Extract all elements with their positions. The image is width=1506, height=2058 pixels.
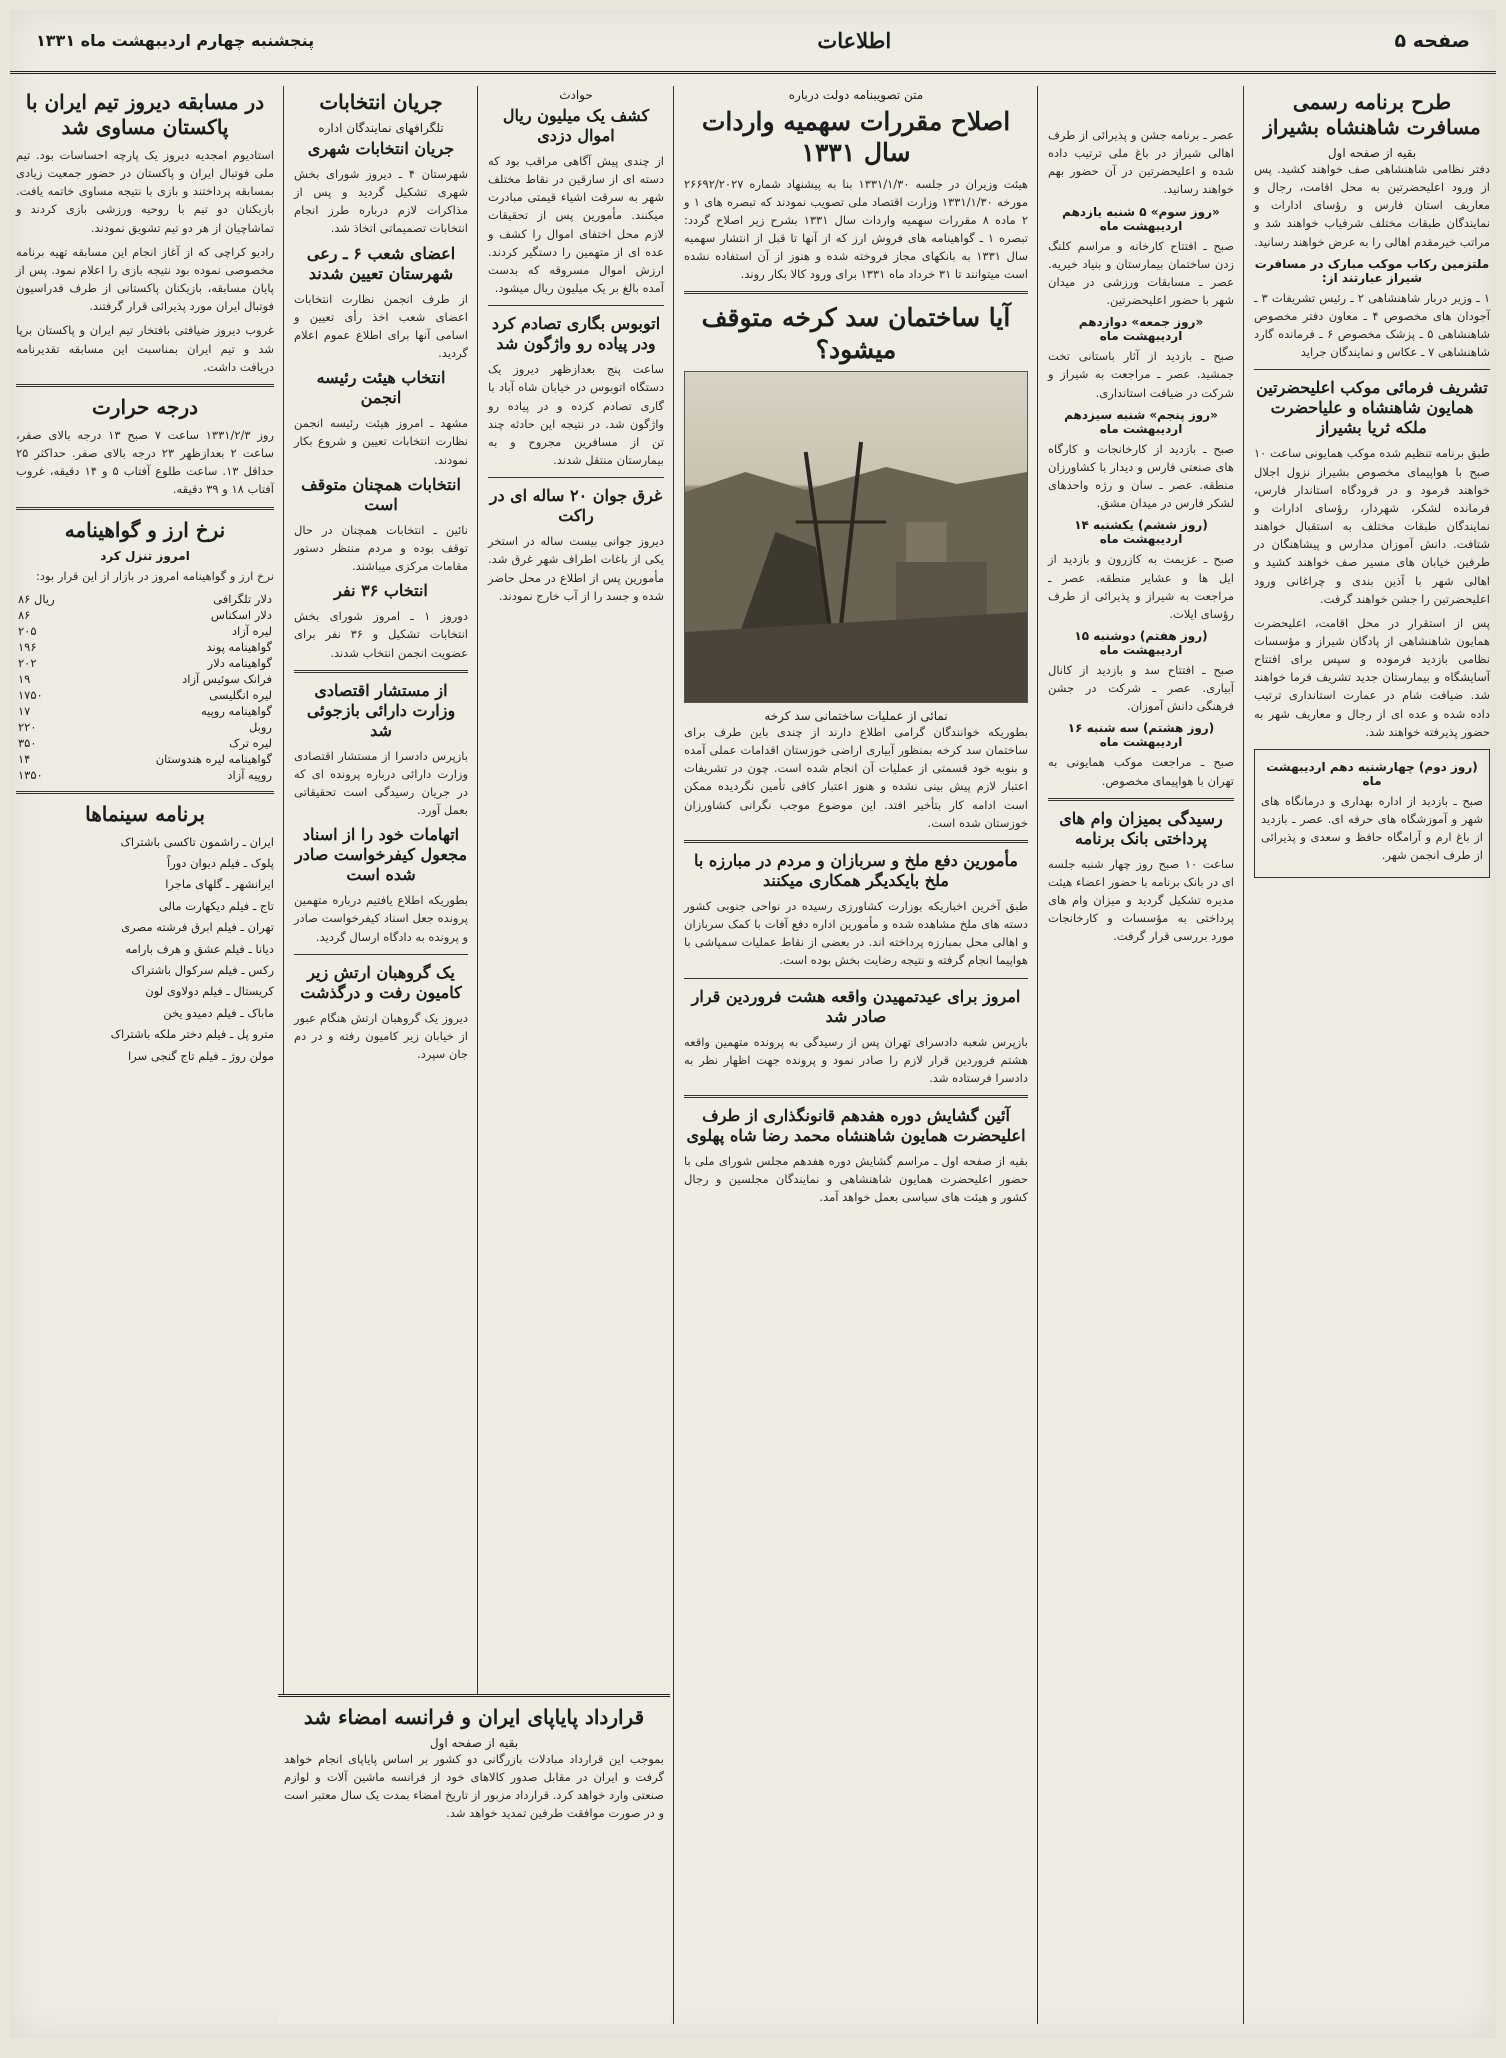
article-text: پس از استقرار در محل اقامت، اعلیحضرت همایون شاهنشاهی از پادگان شیراز و مؤسسات نظامی بازدید فرموده و سپس برای افتتاح آسایشگاه و بیمارستان جدید تشریف فرما خواهند شد. ضیافت شام در عمارت استانداری ترتیب داده شده و عده ای از رجال و معاریف شهر به حضور پذیرفته خواهند شد. [1254, 615, 1490, 739]
day-heading: «روز پنجم» شنبه سیزدهم اردیبهشت ماه [1064, 407, 1218, 436]
article-text: طبق آخرین اخباریکه بوزارت کشاورزی رسیده در نواحی جنوبی کشور دسته های ملخ مشاهده شده و مأمورین اداره دفع آفات با کمک سربازان و اهالی محل بمبارزه پرداخته اند. در بعضی از نقاط عملیات سمپاشی با هواپیما انجام گرفته و نتیجه رضایت بخش بوده است. [684, 898, 1028, 968]
currency-rate: ۳۵۰ [18, 735, 37, 750]
table-row [16, 639, 274, 655]
column-sports [10, 86, 280, 2024]
list-item: کریستال ـ فیلم دولاوی لون [145, 984, 274, 999]
table-row [16, 703, 274, 719]
headline-karkheh-dam: آیا ساختمان سد کرخه متوقف میشود؟ [701, 303, 1011, 364]
currency-rate: ۱۴ [18, 751, 31, 766]
list-item: ایران ـ راشمون تاکسی باشتراک [120, 834, 274, 849]
headline-locust-control: مأمورین دفع ملخ و سربازان و مردم در مبارزه با ملخ بایکدیگر همکاری میکنند [694, 850, 1018, 890]
continued-note: بقیه از صفحه اول [1327, 146, 1417, 160]
headline-elections-stopped: انتخابات همچنان متوقف است [301, 474, 461, 514]
headline-theft: کشف یک میلیون ریال اموال دزدی [502, 106, 650, 145]
currency-rate: ۸۶ [18, 607, 31, 622]
article-text: غروب دیروز ضیافتی بافتخار تیم ایران و پاکستان برپا شد و تیم ایران بمناسبت این مسابقه تقدیرنامه دریافت داشت. [16, 323, 274, 374]
currency-name: لیره ترک [229, 735, 272, 750]
article-text: بازپرس دادسرا از مستشار اقتصادی وزارت دارائی درباره پرونده ای که در جریان رسیدگی است تحقیقاتی بعمل آورد. [294, 748, 468, 818]
currency-name: گواهینامه پوند [206, 639, 272, 654]
currency-rate: ۱۷ [18, 703, 31, 718]
headline-city-elections: جریان انتخابات شهری [307, 139, 455, 158]
photo-caption: نمائی از عملیات ساختمانی سد کرخه [764, 708, 948, 723]
day-heading: (روز دوم) چهارشنبه دهم اردیبهشت ماه [1266, 759, 1478, 788]
column-rule [673, 86, 674, 2024]
list-item: مولن روژ ـ فیلم تاج گنجی سرا [127, 1048, 274, 1063]
article-text: از طرف انجمن نظارت انتخابات اعضای شعب اخذ رأی تعیین و اسامی آنها برای اطلاع عموم اعلام گردید. [294, 291, 468, 361]
divider [488, 305, 664, 306]
article-text: بازپرس شعبه دادسرای تهران پس از رسیدگی به پرونده متهمین واقعه هشتم فروردین قرار لازم را صادر نمود و پرونده جهت اظهار نظر به دادسرا فرستاده شد. [684, 1034, 1028, 1085]
list-item: پلوک ـ فیلم دیوان دوراً [167, 856, 274, 871]
currency-rate: ۱۳۵۰ [18, 767, 43, 782]
headline-36-elected: انتخاب ۳۶ نفر [334, 581, 428, 601]
article-text: دوروز ۱ ـ امروز شورای بخش انتخابات تشکیل و ۳۶ نفر برای عضویت انجمن انتخاب شدند. [294, 609, 468, 660]
divider [684, 978, 1028, 979]
headline-sergeant: یک گروهبان ارتش زیر کامیون رفت و درگذشت [300, 962, 462, 1002]
masthead [10, 10, 1496, 74]
article-text: بطوریکه اطلاع یافتیم درباره متهمین پرونده جعل اسناد کیفرخواست صادر و پرونده به دادگاه ارسال گردید. [294, 893, 468, 944]
article-text: صبح ـ بازدید از کارخانجات و کارگاه های صنعتی فارس و دیدار با کشاورزان منطقه. عصر ـ سان و رژه واحدهای لشکر فارس در میدان مشق. [1048, 441, 1234, 511]
list-item: تاج ـ فیلم دیکهارت مالی [158, 898, 274, 913]
headline-football: در مسابقه دیروز تیم ایران با پاکستان مساوی شد [25, 90, 265, 139]
divider [488, 477, 664, 478]
article-text: نائین ـ انتخابات همچنان در حال توقف بوده و مردم منتظر دستور مقامات مرکزی میباشند. [294, 522, 468, 574]
photo-drawing [685, 372, 1027, 702]
headline-bus-accident: اتوبوس بگاری تصادم کرد ودر پیاده رو واژگون شد [491, 314, 661, 354]
article-text: صبح ـ عزیمت به کازرون و بازدید از ایل ها و عشایر منطقه. عصر ـ مراجعت به شیراز و پذیرائی از طرف رؤسای ایلات. [1048, 552, 1234, 621]
headline-parliament-opening: آئین گشایش دوره هفدهم قانونگذاری از طرف اعلیحضرت همایون شاهنشاه محمد رضا شاه پهلوی [686, 1105, 1026, 1145]
divider [16, 791, 274, 794]
currency-rate: ۱۷۵۰ [18, 687, 43, 702]
table-row [16, 655, 274, 671]
table-row [16, 767, 274, 783]
currency-name: گواهینامه روپیه [200, 703, 272, 718]
day-heading: (روز ششم) یکشنبه ۱۴ اردیبهشت ماه [1074, 518, 1208, 547]
article-text: صبح ـ مراجعت موکب همایونی به تهران با هواپیمای مخصوص. [1048, 755, 1234, 788]
continued-note: بقیه از صفحه اول [429, 1736, 519, 1750]
divider [16, 507, 274, 510]
currency-name: لیره آزاد [231, 623, 272, 638]
list-item: ماباک ـ فیلم دمیدو یخن [163, 1005, 274, 1020]
bottom-story [278, 1694, 670, 2024]
divider [1254, 369, 1490, 370]
article-text: صبح ـ افتتاح سد و بازدید از کانال آبیاری. عصر ـ شرکت در جشن فرهنگی دانش آموزان. [1048, 662, 1234, 714]
article-text: ساعت پنج بعدازظهر دیروز یک دستگاه اتوبوس در خیابان شاه آباد با گاری تصادم کرده و در پیاده رو واژگون شد. در نتیجه این حادثه چند تن از مسافرین مجروح و به بیمارستان منتقل شدند. [488, 362, 664, 468]
divider [16, 384, 274, 387]
article-text: استادیوم امجدیه دیروز یک پارچه احساسات بود. تیم ملی فوتبال ایران و پاکستان در حضور جمعیت زیادی بمسابقه پرداختند و بازی با نتیجه مساوی خاتمه یافت. بازیکنان دو تیم با روحیه ورزشی بازی کردند و تماشاچیان از هر دو تیم تشویق نمودند. [16, 148, 274, 235]
section-label: حوادث [559, 88, 593, 102]
column-royal-trip [1248, 86, 1496, 2024]
subheading: تلگرافهای نمایندگان اداره [318, 121, 444, 135]
article-text: بموجب این قرارداد مبادلات بازرگانی دو کشور بر اساس پایاپای انجام خواهد گرفت و ایران در مقابل صدور کالاهای خود از فرانسه ماشین آلات و لوازم صنعتی وارد خواهد کرد. قرارداد مزبور از تاریخ امضاء بمدت یک سال معتبر است و در صورت موافقت طرفین تمدید خواهد شد. [284, 1752, 664, 1821]
list-item: مترو پل ـ فیلم دختر ملکه باشتراک [110, 1027, 274, 1042]
article-text: مشهد ـ امروز هیئت رئیسه انجمن نظارت انتخابات تعیین و شروع بکار نمودند. [294, 416, 468, 467]
day-heading: «روز جمعه» دوازدهم اردیبهشت ماه [1078, 315, 1204, 344]
day-heading: (روز هفتم) دوشنبه ۱۵ اردیبهشت ماه [1074, 628, 1208, 657]
cinema-list [16, 833, 274, 1065]
headline-drowning: غرق جوان ۲۰ ساله ای در راکت [489, 486, 663, 526]
currency-name: فرانک سوئیس آزاد [182, 671, 272, 686]
column-rule [1243, 86, 1244, 2024]
rates-intro: نرخ ارز و گواهینامه امروز در بازار از این قرار بود: [36, 568, 274, 583]
headline-arrival: تشریف فرمائی موکب اعلیحضرتین همایون شاهنشاه و علیاحضرت ملکه ثریا بشیراز [1256, 378, 1488, 438]
article-text: بقیه از صفحه اول ـ مراسم گشایش دوره هفدهم مجلس شورای ملی با حضور اعلیحضرت همایون شاهنشاهی و نمایندگان مجلسین و رجال کشور و هیئت های سیاسی بعمل خواهد آمد. [684, 1153, 1028, 1205]
article-text: از چندی پیش آگاهی مراقب بود که دسته ای از سارقین در نقاط مختلف شهر به سرقت اشیاء قیمتی مبادرت میکنند. مأمورین پس از تحقیقات لازم محل اختفای اموال را کشف و عده ای از متهمین را دستگیر کردند. ارزش اموال مسروقه که بدست آمده بالغ بر یک میلیون ریال میشود. [488, 154, 664, 296]
article-text: صبح ـ بازدید از آثار باستانی تخت جمشید. عصر ـ مراجعت به شیراز و شرکت در ضیافت استانداری. [1048, 349, 1234, 400]
headline-royal-trip: طرح برنامه رسمی مسافرت شاهنشاه بشیراز [1263, 90, 1481, 139]
issue-date: پنجشنبه چهارم اردیبهشت ماه ۱۳۳۱ [36, 31, 315, 50]
headline-elections: جریان انتخابات [319, 90, 443, 114]
list-item: دیانا ـ فیلم عشق و هرف بارامه [125, 941, 274, 956]
article-text: ساعت ۱۰ صبح روز چهار شنبه جلسه ای در بانک برنامه با حضور اعضاء هیئت مدیره تشکیل گردید و میزان وام های پرداختی به مؤسسات و کارخانجات مورد بررسی قرار گرفت. [1048, 856, 1234, 944]
kicker: متن تصویبنامه دولت درباره [788, 88, 924, 102]
divider [684, 1095, 1028, 1098]
headline-finance-advisor: از مستشار اقتصادی وزارت دارائی بازجوئی شد [306, 680, 456, 740]
currency-name: گواهینامه دلار [207, 655, 272, 670]
headline-import-quota: اصلاح مقررات سهمیه واردات سال ۱۳۳۱ [701, 107, 1011, 168]
article-text: بطوریکه خوانندگان گرامی اطلاع دارند از چندی باین طرف برای ساختمان سد کرخه بمنظور آبیاری اراضی خوزستان اقدامات عملی آمده و بنوبه خود قسمتی از عملیات آن انجام شده است. چون در تشریفات اعتبار لازم پیش بینی نشده و هنوز اعتبار کافی تأمین نگردیده ممکن است ادامه کار بتأخیر افتد. این موضوع موجب نگرانی کشاورزان خوزستان شده است. [684, 724, 1028, 830]
headline-cinema: برنامه سینماها [85, 801, 205, 826]
currency-name: دلار اسکناس [210, 607, 272, 622]
headline-board-election: انتخاب هیئت رئیسه انجمن [316, 368, 446, 408]
table-row [16, 607, 274, 623]
dam-construction-photo [684, 371, 1028, 703]
article-text: شهرستان ۴ ـ دیروز شورای بخش شهری تشکیل گردید و پس از مذاکرات لازم درباره طرز انجام انتخابات تصمیماتی اتخاذ شد. [294, 167, 468, 236]
day-heading: «روز سوم» ۵ شنبه یازدهم اردیبهشت ماه [1062, 204, 1220, 233]
headline-branch-members: اعضای شعب ۶ ـ رعی شهرستان تعیین شدند [306, 243, 456, 283]
weather-report: روز ۱۳۳۱/۲/۳ ساعت ۷ صبح ۱۳ درجه بالای صفر، ساعت ۲ بعدازظهر ۲۳ درجه بالای صفر. حداکثر ۲۵ حداقل ۱۳. ساعت طلوع آفتاب ۵ و ۱۴ دقیقه، غروب آفتاب ۱۸ و ۳۹ دقیقه. [16, 427, 274, 497]
entourage-list: ۱ ـ وزیر دربار شاهنشاهی ۲ ـ رئیس تشریفات ۳ ـ آجودان های مخصوص ۴ ـ معاون دفتر مخصوص شاهنشاهی ۵ ـ پزشک مخصوص ۶ ـ فرمانده گارد شاهنشاهی ۷ ـ عکاس و نمایندگان جراید [1254, 290, 1490, 360]
currency-rate: ۱۹ [18, 671, 31, 686]
currency-rate: ۲۰۵ [18, 623, 37, 638]
exchange-rate-table [16, 591, 274, 783]
currency-name: دلار تلگرافی [213, 591, 272, 606]
day-box [1254, 749, 1490, 878]
newspaper-page [10, 10, 1496, 2038]
article-text: رادیو کراچی که از آغاز انجام این مسابقه تهیه برنامه مخصوصی نموده بود نتیجه بازی را اعلام نمود. پس از پایان مسابقه، بازیکنان پاکستانی از طرف فدراسیون فوتبال ایران مورد پذیرائی قرار گرفتند. [16, 244, 274, 314]
headline-bank-loans: رسیدگی بمیزان وام های پرداختی بانک برنامه [1059, 808, 1223, 848]
article-text: صبح ـ بازدید از اداره بهداری و درمانگاه های شهر و آموزشگاه های حرفه ای. عصر ـ بازدید از باغ ارم و آرامگاه حافظ و سعدی و پذیرائی از طرف انجمن شهر. [1261, 793, 1483, 863]
table-row [16, 671, 274, 687]
table-row [16, 719, 274, 735]
divider [294, 670, 468, 673]
article-text: هیئت وزیران در جلسه ۱۳۳۱/۱/۳۰ بنا به پیشنهاد شماره ۲۶۶۹۲/۲۰۲۷ مورخه ۱۳۳۱/۱/۳۰ وزارت اقتصاد ملی تصویب نمودند که تبصره های ۱ و ۲ ماده ۸ مقررات سهمیه واردات سال ۱۳۳۱ بشرح زیر اصلاح گردد: تبصره ۱ ـ گواهینامه های فروش ارز که از آنها تا قبل از انتشار سهمیه سال ۱۳۳۱ به بانکهای مجاز فروخته شده و هنوز از آن استفاده نشده است میتوانند تا ۳۱ خرداد ماه ۱۳۳۱ برای ورود کالا بکار روند. [684, 176, 1029, 282]
column-rule [1037, 86, 1038, 2024]
currency-rate: ۲۲۰ [18, 719, 37, 734]
headline-temperature: درجه حرارت [91, 394, 199, 419]
day-heading: (روز هشتم) سه شنبه ۱۶ اردیبهشت ماه [1067, 721, 1215, 750]
paper-name: اطلاعات [817, 28, 892, 53]
currency-name: روپیه آزاد [227, 767, 272, 782]
article-text: طبق برنامه تنظیم شده موکب همایونی ساعت ۱۰ صبح با هواپیمای مخصوص بشیراز نزول اجلال خواهند فرمود و در فرودگاه استاندار فارس، فرمانده لشکر، شهردار، رؤسای ادارات و نمایندگان طبقات مختلف به استقبال خواهند شتافت. دانش آموزان مدارس و پیشاهنگان در طرفین خیابان های مسیر صف خواهند کشید و اهالی شهر با آذین بندی و چراغانی ورود اعلیحضرتین را جشن خواهند گرفت. [1254, 446, 1490, 606]
currency-rate: ۲۰۲ [18, 655, 37, 670]
headline-exchange-rates: نرخ ارز و گواهینامه [64, 517, 226, 542]
article-text: عصر ـ برنامه جشن و پذیرائی از طرف اهالی شیراز در باغ ملی ترتیب داده شده و اعلیحضرتین در آن حضور بهم خواهند رسانید. [1048, 128, 1234, 197]
table-row [16, 623, 274, 639]
list-item: تهران ـ فیلم ابرق فرشته مصری [121, 920, 274, 935]
headline-forged-documents: اتهامات خود را از اسناد مجعول کیفرخواست صادر شده است [294, 825, 468, 885]
article-text: دیروز جوانی بیست ساله در استخر یکی از باغات اطراف شهر غرق شد. مأمورین پس از اطلاع در محل حاضر شده و جسد را از آب خارج نمودند. [488, 534, 664, 603]
column-schedule [1042, 86, 1240, 2024]
divider [1048, 798, 1234, 801]
article-text: صبح ـ افتتاح کارخانه و مراسم کلنگ زدن ساختمان بیمارستان و بنیاد خیریه. عصر ـ مسابقات ورزشی در میدان شهر با حضور اعلیحضرتین. [1048, 238, 1234, 308]
divider [684, 840, 1028, 843]
page-number: صفحه ۵ [1394, 29, 1470, 52]
article-text: دیروز یک گروهبان ارتش هنگام عبور از خیابان زیر کامیون رفته و در دم جان سپرد. [294, 1010, 468, 1062]
list-item: رکس ـ فیلم سرکوال باشتراک [131, 963, 274, 977]
headline-iran-france-agreement: قرارداد پایاپای ایران و فرانسه امضاء شد [303, 1705, 645, 1729]
list-item: ایرانشهر ـ گلهای ماجرا [165, 877, 274, 892]
table-row [16, 687, 274, 703]
rates-subheading: امروز تنزل کرد [100, 548, 190, 563]
divider [684, 291, 1028, 294]
table-row [16, 751, 274, 767]
headline-court-order: امروز برای عیدتمهیدن واقعه هشت فروردین قرار صادر شد [691, 986, 1021, 1026]
table-row [16, 591, 274, 607]
currency-name: لیره انگلیسی [209, 687, 272, 702]
currency-rate: ۱۹۶ [18, 639, 37, 654]
divider [294, 954, 468, 955]
currency-name: روبل [248, 719, 272, 734]
currency-rate: ۸۶ ریال [18, 591, 55, 606]
currency-name: گواهینامه لیره هندوستان [155, 751, 272, 766]
table-row [16, 735, 274, 751]
article-text: دفتر نظامی شاهنشاهی صف خواهند کشید. پس از ورود اعلیحضرتین به محل اقامت، رجال و معاریف استان فارس و رؤسای ادارات و نمایندگان طبقات مختلف شرفیاب خواهند شد و مراتب خیرمقدم اهالی را به عرض خواهند رسانید. [1254, 162, 1490, 249]
subheading: ملتزمین رکاب موکب مبارک در مسافرت شیراز عبارتند از: [1254, 256, 1490, 285]
column-center [678, 86, 1034, 2024]
